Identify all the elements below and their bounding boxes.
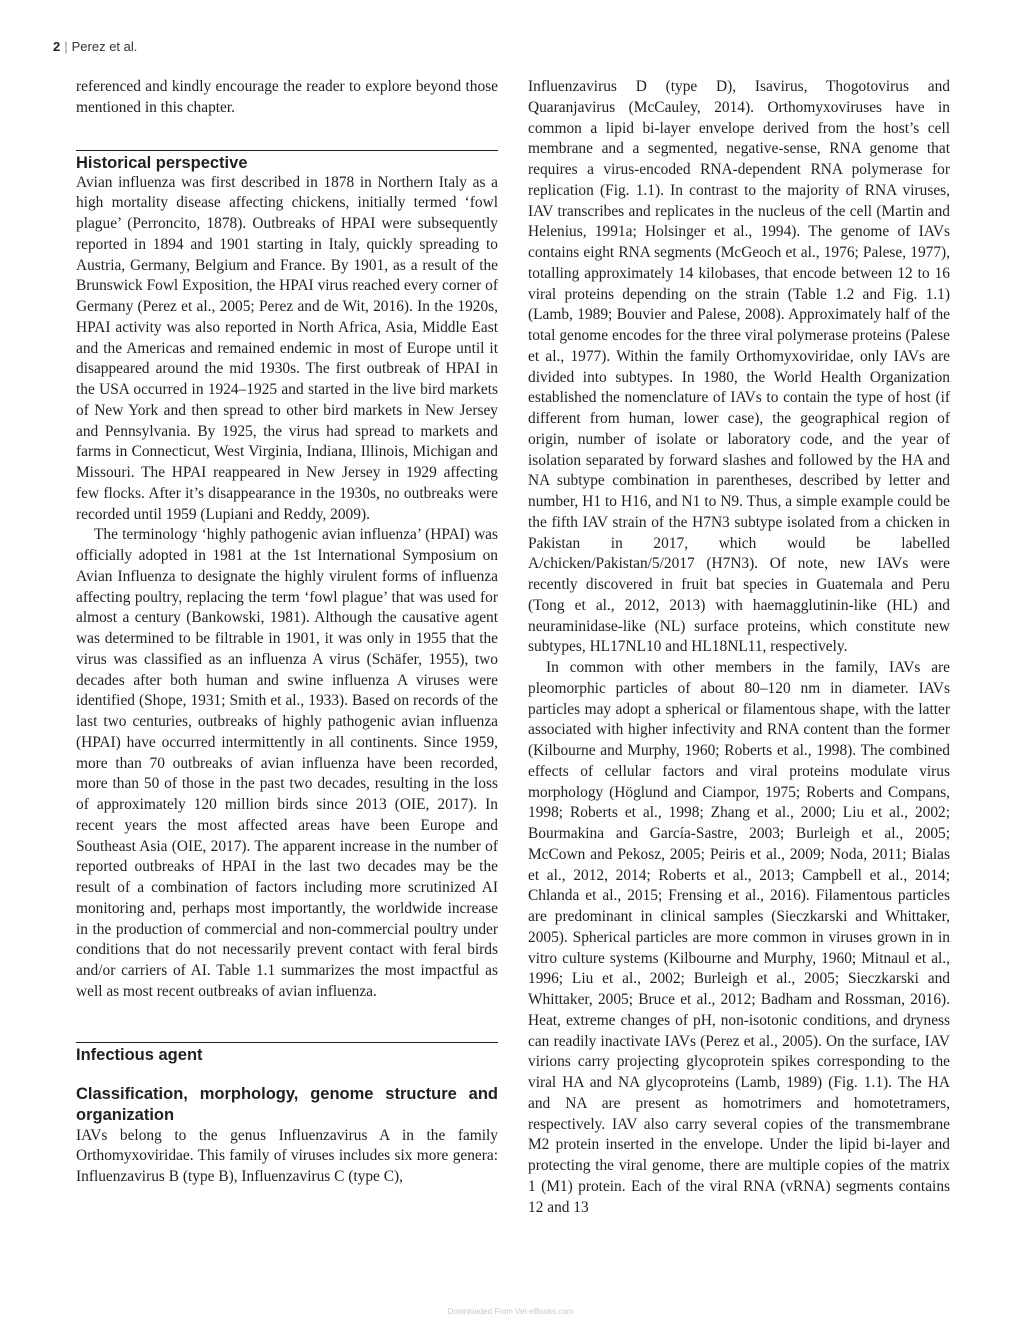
subsection-heading-classification: Classification, morphology, genome structure and organization <box>76 1084 498 1124</box>
running-header-authors: Perez et al. <box>71 39 138 54</box>
paragraph-historical-2: The terminology ‘highly pathogenic avian influenza’ (HPAI) was officially adopted in 1981 at the 1st International Symposium on Avian Influenza to designate the highly virulent forms of influenza affecting poultry, replacing the term ‘fowl plague’ that was used for almost a century (Bankowski, 1981). Although the causative agent was determined to be filtrable in 1901, it was only in 1955 that the virus was classified as an influenza A virus (Schäfer, 1955), two decades after both human and swine influenza A viruses were identified (Shope, 1931; Smith et al., 1933). Based on records of the last two centuries, outbreaks of highly pathogenic avian influenza (HPAI) have occurred intermittently in all continents. Since 1959, more than 70 outbreaks of avian influenza have been recorded, more than 50 of those in the past two decades, resulting in the loss of approximately 120 million birds since 2013 (OIE, 2017). In recent years the most affected areas have been Europe and Southeast Asia (OIE, 2017). The apparent increase in the number of reported outbreaks of HPAI in the last two decades may be the result of a combination of factors including more scrutinized AI monitoring and, perhaps most importantly, the worldwide increase in the production of commercial and non-commercial poultry under conditions that do not necessarily prevent contact with feral birds and/or carriers of AI. Table 1.1 summarizes the most impactful as well as most recent outbreaks of avian influenza. <box>76 526 498 1000</box>
running-header <box>53 39 137 54</box>
paragraph-classification-1: IAVs belong to the genus Influenzavirus A in the family Orthomyxoviridae. This family of viruses includes six more genera: Influenzavirus B (type B), Influenzavirus C (type C), <box>76 1126 498 1185</box>
right-column <box>528 77 950 1218</box>
paragraph-historical-1: Avian influenza was first described in 1878 in Northern Italy as a high mortality disease affecting chickens, initially termed ‘fowl plague’ (Perroncito, 1878). Outbreaks of HPAI were subsequently reported in 1894 and 1901 starting in Italy, quickly spreading to Austria, Germany, Belgium and France. By 1901, as a result of the Brunswick Fowl Exposition, the HPAI virus reached every corner of Germany (Perez et al., 2005; Perez and de Wit, 2016). In the 1920s, HPAI activity was also reported in North Africa, Asia, Middle East and the Americas and remained endemic in most of Europe until it disappeared around the mid 1930s. The first outbreak of HPAI in the USA occurred in 1924–1925 and started in the live bird markets of New York and then spread to other bird markets in New Jersey and Pennsylvania. By 1925, the virus had spread to markets and farms in Connecticut, West Virginia, Indiana, Illinois, Michigan and Missouri. The HPAI reappeared in New Jersey in 1929 affecting few flocks. After it’s disappearance in the 1930s, no outbreaks were recorded until 1959 (Lupiani and Reddy, 2009). <box>76 173 498 523</box>
paragraph-intro: referenced and kindly encourage the reader to explore beyond those mentioned in this chapter. <box>76 78 498 116</box>
paragraph-classification-continued: Influenzavirus D (type D), Isavirus, Thogotovirus and Quaranjavirus (McCauley, 2014). Orthomyxoviruses have in common a lipid bi-layer envelope derived from the host’s cell membrane and a segmented, negative-sense, RNA genome that requires a virus-encoded RNA-dependent RNA polymerase for replication (Fig. 1.1). In contrast to the majority of RNA viruses, IAV transcribes and replicates in the nucleus of the cell (Martin and Helenius, 1991a; Holsinger et al., 1994). The genome of IAVs contains eight RNA segments (McGeoch et al., 1976; Palese, 1977), totalling approximately 14 kilobases, that encode between 12 to 16 viral proteins depending on the strain (Table 1.2 and Fig. 1.1) (Lamb, 1989; Bouvier and Palese, 2008). Approximately half of the total genome encodes for the three viral polymerase proteins (Palese et al., 1977). Within the family Orthomyxoviridae, only IAVs are divided into subtypes. In 1980, the World Health Organization established the nomenclature of IAVs to contain the type of host (if different from human, lower case), the geographical region of origin, number of isolate or laboratory code, and the year of isolation separated by forward slashes and followed by the HA and NA subtype combination in parentheses, described by letter and number, H1 to H16, and N1 to N9. Thus, a simple example could be the fifth IAV strain of the H7N3 subtype isolated from a chicken in Pakistan in 2017, which would be labelled A/chicken/Pakistan/5/2017 (H7N3). Of note, new IAVs were recently discovered in fruit bat species in Guatemala and Peru (Tong et al., 2012, 2013) with haemagglutinin-like (HL) and neuraminidase-like (NL) surface proteins, which constitute new subtypes, HL17NL10 and HL18NL11, respectively. <box>528 78 950 656</box>
page-number: 2 <box>53 39 61 54</box>
left-column <box>76 77 498 1188</box>
paragraph-morphology: In common with other members in the family, IAVs are pleomorphic particles of about 80–120 nm in diameter. IAVs particles may adopt a spherical or filamentous shape, with the latter associated with higher infectivity and RNA content than the former (Kilbourne and Murphy, 1960; Roberts et al., 1998). The combined effects of cellular factors and viral proteins modulate virus morphology (Höglund and Ciampor, 1975; Roberts and Compans, 1998; Roberts et al., 1998; Zhang et al., 2000; Liu et al., 2002; Bourmakina and García-Sastre, 2003; Burleigh et al., 2005; McCown and Pekosz, 2005; Peiris et al., 2009; Noda, 2011; Bialas et al., 2012, 2014; Roberts et al., 2013; Campbell et al., 2014; Chlanda et al., 2015; Frensing et al., 2016). Filamentous particles are predominant in clinical samples (Sieczkarski and Whittaker, 2005). Spherical particles are more common in viruses grown in in vitro culture systems (Kilbourne and Murphy, 1960; Mitnaul et al., 1996; Liu et al., 2002; Burleigh et al., 2005; Sieczkarski and Whittaker, 2005; Bruce et al., 2012; Badham and Rossman, 2016). Heat, extreme changes of pH, non-isotonic conditions, and dryness can readily inactivate IAVs (Perez et al., 2005). On the surface, IAV virions carry projecting glycoprotein spikes corresponding to the viral HA and NA glycoproteins (Lamb, 1989) (Fig. 1.1). The HA and NA are present as homotrimers and homotetramers, respectively. IAV also carry several copies of the transmembrane M2 protein inserted in the envelope. Under the lipid bi-layer and protecting the viral genome, there are multiple copies of the matrix 1 (M1) protein. Each of the viral RNA (vRNA) segments contains 12 and 13 <box>528 659 950 1216</box>
section-heading-historical: Historical perspective <box>76 150 498 173</box>
header-separator: | <box>64 39 68 54</box>
section-heading-infectious-agent: Infectious agent <box>76 1042 498 1065</box>
download-watermark: Downloaded From Vet-eBooks.com <box>447 1307 574 1316</box>
